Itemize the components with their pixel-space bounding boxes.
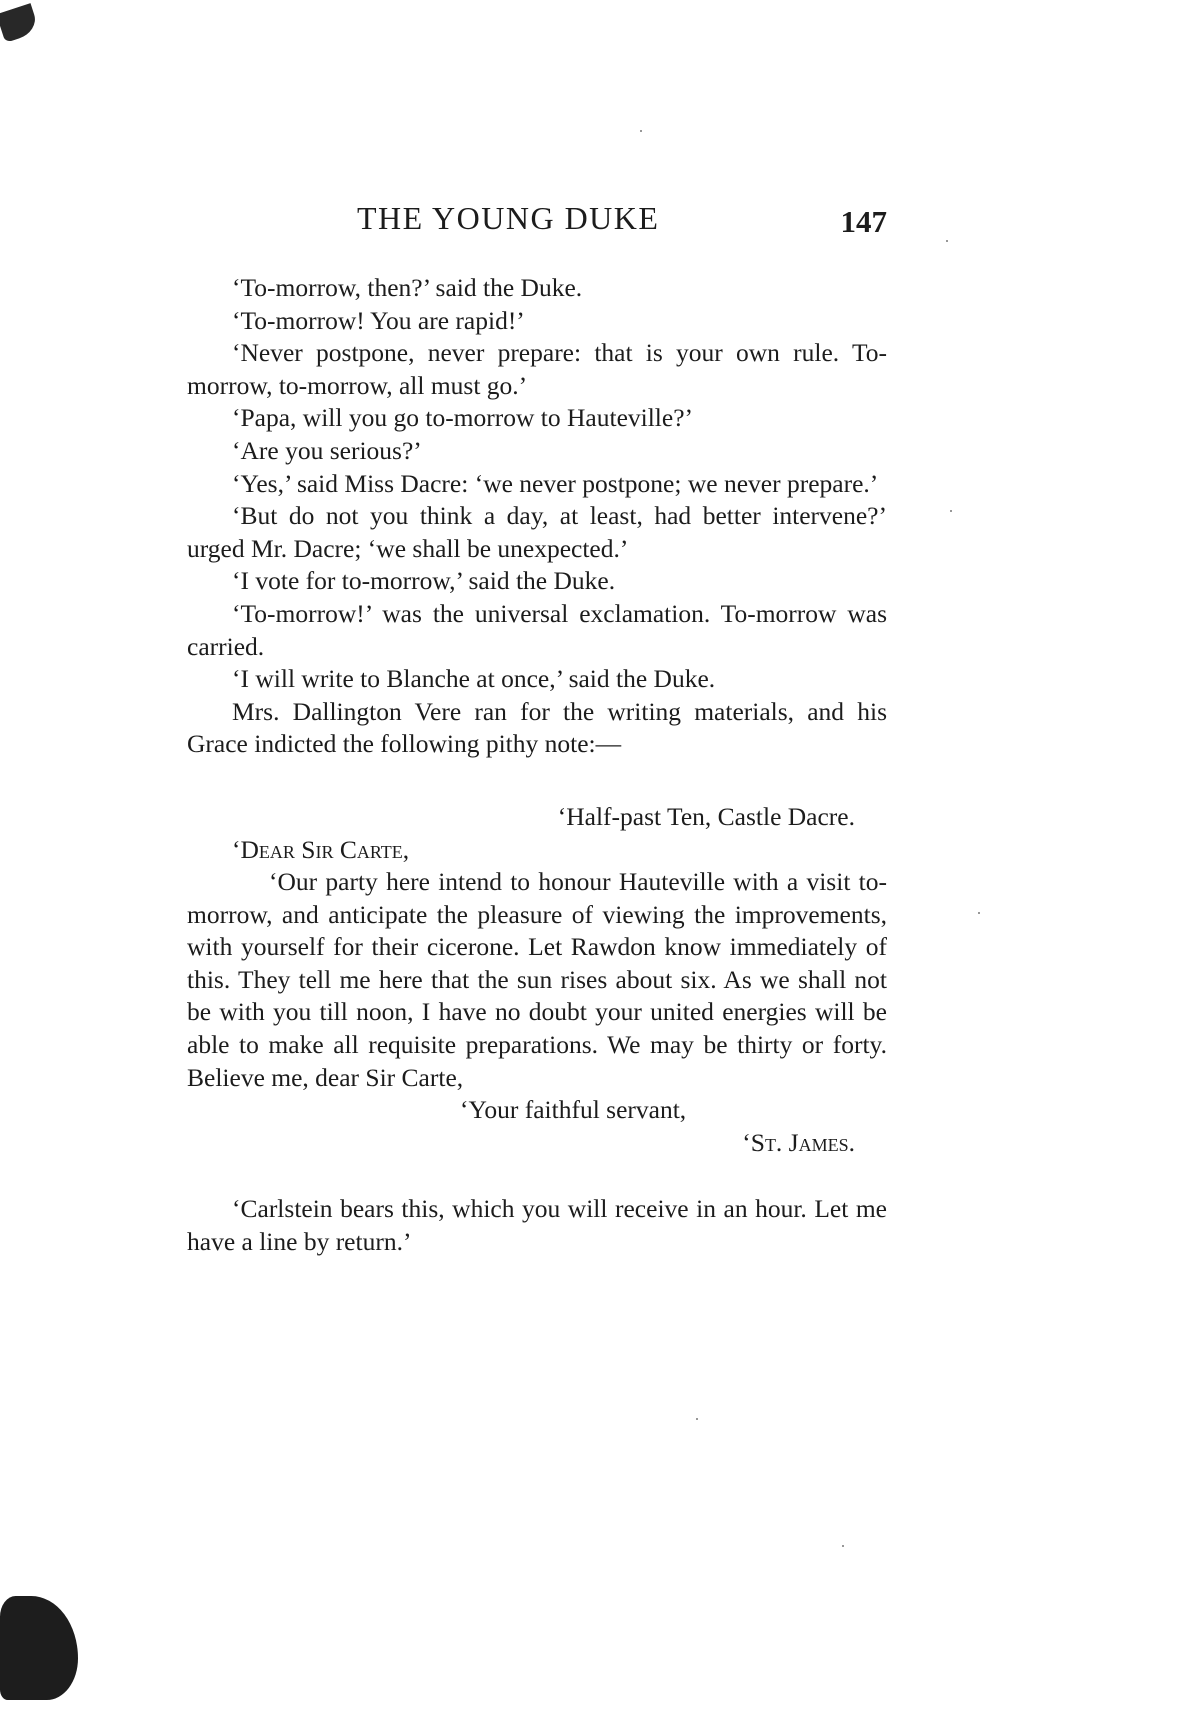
paragraph: ‘Yes,’ said Miss Dacre: ‘we never postpone; we never prepare.’ (232, 468, 879, 498)
letter-dateline: ‘Half-past Ten, Castle Dacre. (557, 801, 855, 831)
paper-speck (946, 240, 948, 242)
paragraph: ‘To-morrow, then?’ said the Duke. (232, 273, 583, 302)
paragraph: ‘I will write to Blanche at once,’ said the Duke. (232, 664, 716, 694)
paragraph: ‘To-morrow!’ was the universal exclamation. To-morrow was carried. (187, 598, 887, 661)
page-header (187, 200, 887, 244)
letter-postscript: ‘Carlstein bears this, which you will receive in an hour. Let me have a line by return.’ (187, 1194, 887, 1257)
paragraph: ‘Are you serious?’ (232, 435, 422, 465)
paragraph: ‘Never postpone, never prepare: that is your own rule. To-morrow, to-morrow, all must go.’ (187, 338, 887, 400)
paper-speck (950, 510, 952, 512)
paragraph: Mrs. Dallington Vere ran for the writing materials, and his Grace indicted the following pithy note:— (187, 696, 887, 759)
paragraph: ‘I vote for to-morrow,’ said the Duke. (232, 566, 616, 596)
body-text (187, 272, 887, 1259)
ink-smudge-top (0, 3, 40, 43)
letter-body: ‘Our party here intend to honour Hauteville with a visit to-morrow, and anticipate the pleasure of viewing the improvements, with yourself for their cicerone. Let Rawdon know immediately of this. They tell me here that the sun rises about six. As we shall not be with you till noon, I have no doubt your united energies will be able to make all requisite preparations. We may be thirty or forty. Believe me, dear Sir Carte, (187, 867, 887, 1092)
ink-smudge-bottom (0, 1596, 78, 1700)
paragraph: ‘Papa, will you go to-morrow to Hauteville?’ (232, 403, 694, 433)
page-number: 147 (840, 204, 887, 239)
letter-closing: ‘Your faithful servant, (460, 1095, 687, 1125)
paper-speck (640, 130, 642, 132)
paper-speck (842, 1545, 844, 1547)
paper-speck (978, 912, 980, 914)
letter (187, 801, 887, 1259)
paragraph: ‘But do not you think a day, at least, had better intervene?’ urged Mr. Dacre; ‘we shall be unexpected.’ (187, 501, 887, 563)
running-title: THE YOUNG DUKE (357, 200, 660, 236)
paper-speck (696, 1418, 698, 1420)
paragraph: ‘To-morrow! You are rapid!’ (232, 305, 525, 335)
letter-salutation: ‘Dear Sir Carte, (232, 834, 410, 864)
letter-signature: ‘St. James. (742, 1127, 855, 1157)
